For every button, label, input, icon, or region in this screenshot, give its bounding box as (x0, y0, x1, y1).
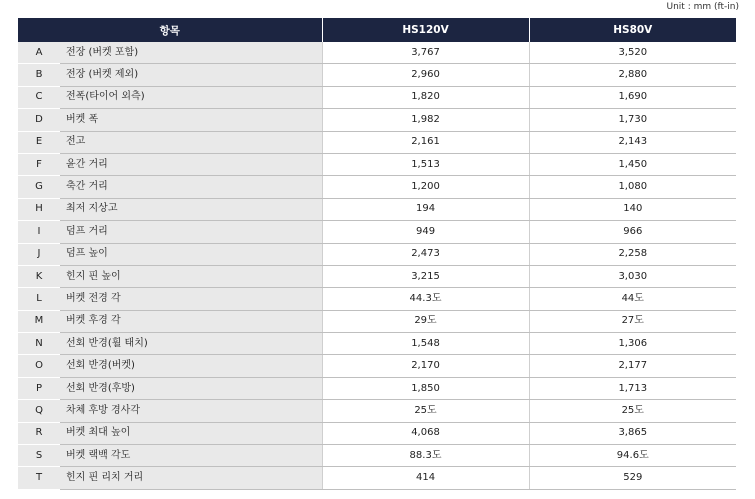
row-code: H (18, 198, 60, 220)
row-item-name: 버켓 최대 높이 (60, 422, 322, 444)
row-code: N (18, 333, 60, 355)
row-code: J (18, 243, 60, 265)
row-value-hs80v: 2,880 (529, 64, 736, 86)
row-code: T (18, 467, 60, 489)
row-value-hs80v: 2,258 (529, 243, 736, 265)
row-item-name: 윤간 거리 (60, 153, 322, 175)
row-value-hs120v: 414 (322, 467, 529, 489)
row-value-hs80v: 1,080 (529, 176, 736, 198)
row-value-hs80v: 1,730 (529, 109, 736, 131)
table-row (18, 333, 736, 355)
header-item: 항목 (18, 18, 322, 42)
row-item-name: 힌지 핀 높이 (60, 265, 322, 287)
row-item-name: 전장 (버켓 제외) (60, 64, 322, 86)
spec-table-body (18, 42, 736, 489)
row-value-hs120v: 949 (322, 221, 529, 243)
table-row (18, 131, 736, 153)
row-value-hs80v: 1,306 (529, 333, 736, 355)
row-value-hs80v: 2,143 (529, 131, 736, 153)
row-value-hs80v: 25도 (529, 400, 736, 422)
row-code: A (18, 42, 60, 64)
spec-table (18, 18, 736, 490)
row-code: B (18, 64, 60, 86)
table-row (18, 86, 736, 108)
table-row (18, 265, 736, 287)
row-item-name: 덤프 높이 (60, 243, 322, 265)
row-item-name: 버켓 후경 각 (60, 310, 322, 332)
table-row (18, 288, 736, 310)
table-row (18, 377, 736, 399)
row-value-hs80v: 1,450 (529, 153, 736, 175)
row-item-name: 선회 반경(휠 태치) (60, 333, 322, 355)
table-row (18, 467, 736, 489)
row-value-hs120v: 2,960 (322, 64, 529, 86)
row-code: O (18, 355, 60, 377)
row-value-hs120v: 25도 (322, 400, 529, 422)
row-value-hs80v: 94.6도 (529, 445, 736, 467)
unit-label: Unit : mm (ft-in) (666, 2, 739, 12)
table-row (18, 422, 736, 444)
row-value-hs120v: 1,850 (322, 377, 529, 399)
row-code: F (18, 153, 60, 175)
table-row (18, 310, 736, 332)
table-row (18, 153, 736, 175)
table-row (18, 109, 736, 131)
row-value-hs80v: 529 (529, 467, 736, 489)
row-value-hs120v: 88.3도 (322, 445, 529, 467)
row-code: M (18, 310, 60, 332)
row-value-hs80v: 3,865 (529, 422, 736, 444)
row-code: D (18, 109, 60, 131)
row-item-name: 선회 반경(후방) (60, 377, 322, 399)
row-code: E (18, 131, 60, 153)
row-value-hs120v: 1,513 (322, 153, 529, 175)
table-row (18, 243, 736, 265)
row-code: K (18, 265, 60, 287)
row-item-name: 버켓 폭 (60, 109, 322, 131)
row-value-hs120v: 2,170 (322, 355, 529, 377)
row-value-hs80v: 966 (529, 221, 736, 243)
header-hs80v: HS80V (529, 18, 736, 42)
row-item-name: 전고 (60, 131, 322, 153)
table-row (18, 42, 736, 64)
table-row (18, 64, 736, 86)
row-code: C (18, 86, 60, 108)
row-value-hs120v: 194 (322, 198, 529, 220)
table-row (18, 355, 736, 377)
row-value-hs120v: 1,820 (322, 86, 529, 108)
table-row (18, 400, 736, 422)
row-code: Q (18, 400, 60, 422)
row-item-name: 버켓 랙백 각도 (60, 445, 322, 467)
spec-table-header (18, 18, 736, 42)
row-item-name: 전장 (버켓 포함) (60, 42, 322, 64)
row-value-hs120v: 44.3도 (322, 288, 529, 310)
row-value-hs120v: 29도 (322, 310, 529, 332)
row-code: S (18, 445, 60, 467)
row-code: R (18, 422, 60, 444)
row-item-name: 힌지 핀 리치 거리 (60, 467, 322, 489)
row-code: L (18, 288, 60, 310)
row-item-name: 덤프 거리 (60, 221, 322, 243)
row-value-hs120v: 1,982 (322, 109, 529, 131)
row-value-hs80v: 140 (529, 198, 736, 220)
table-row (18, 221, 736, 243)
row-item-name: 차체 후방 경사각 (60, 400, 322, 422)
row-code: I (18, 221, 60, 243)
row-item-name: 전폭(타이어 외측) (60, 86, 322, 108)
row-value-hs120v: 4,068 (322, 422, 529, 444)
row-value-hs80v: 1,713 (529, 377, 736, 399)
row-code: P (18, 377, 60, 399)
row-value-hs120v: 2,473 (322, 243, 529, 265)
row-value-hs80v: 2,177 (529, 355, 736, 377)
row-value-hs120v: 2,161 (322, 131, 529, 153)
row-value-hs80v: 3,030 (529, 265, 736, 287)
row-value-hs120v: 3,767 (322, 42, 529, 64)
table-row (18, 445, 736, 467)
row-value-hs120v: 1,200 (322, 176, 529, 198)
row-value-hs80v: 1,690 (529, 86, 736, 108)
table-row (18, 176, 736, 198)
row-item-name: 최저 지상고 (60, 198, 322, 220)
table-row (18, 198, 736, 220)
row-code: G (18, 176, 60, 198)
row-value-hs80v: 27도 (529, 310, 736, 332)
row-value-hs120v: 3,215 (322, 265, 529, 287)
row-value-hs80v: 44도 (529, 288, 736, 310)
row-value-hs80v: 3,520 (529, 42, 736, 64)
row-item-name: 선회 반경(버켓) (60, 355, 322, 377)
row-item-name: 축간 거리 (60, 176, 322, 198)
header-hs120v: HS120V (322, 18, 529, 42)
row-item-name: 버켓 전경 각 (60, 288, 322, 310)
row-value-hs120v: 1,548 (322, 333, 529, 355)
